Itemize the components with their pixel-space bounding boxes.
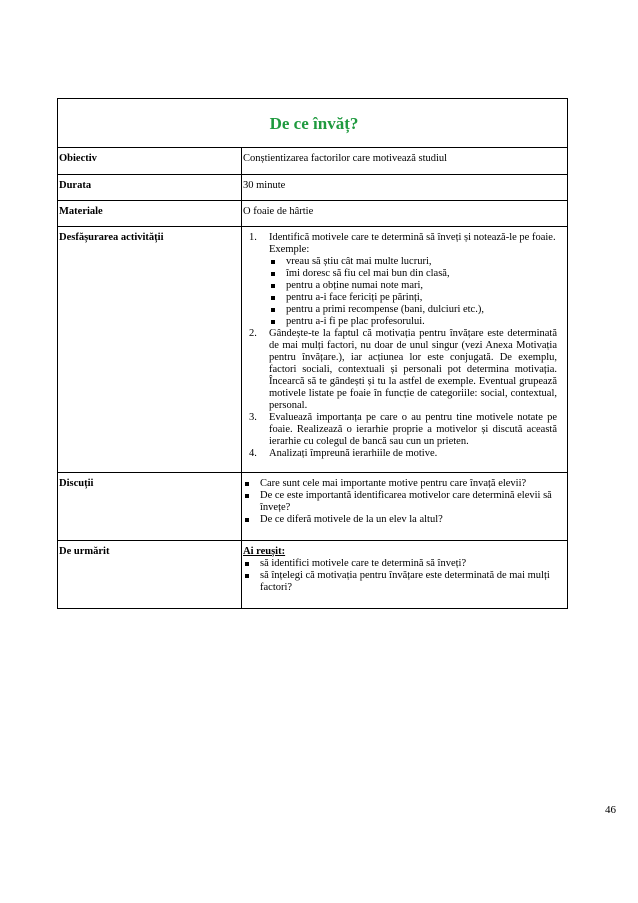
checklist bbox=[243, 558, 567, 594]
label-materiale: Materiale bbox=[58, 201, 242, 226]
step-text: Identifică motivele care te determină să înveți și notează-le pe foaie. bbox=[269, 232, 556, 243]
list-item: vreau să știu cât mai multe lucruri, bbox=[269, 256, 557, 268]
de-urmarit-heading: Ai reușit: bbox=[243, 546, 286, 557]
row-materiale bbox=[58, 201, 567, 227]
value-materiale: O foaie de hârtie bbox=[243, 206, 314, 217]
page-number: 46 bbox=[605, 804, 616, 816]
examples-list bbox=[269, 256, 557, 328]
list-item: pentru a-i face fericiți pe părinți, bbox=[269, 292, 557, 304]
value-obiectiv: Conștientizarea factorilor care motivează studiul bbox=[243, 153, 448, 164]
step-number: 1. bbox=[249, 232, 257, 243]
step-text: Analizați împreună ierarhiile de motive. bbox=[269, 448, 438, 459]
list-item: pentru a primi recompense (bani, dulciuri etc.), bbox=[269, 304, 557, 316]
row-de-urmarit bbox=[58, 541, 567, 608]
value-desfasurare bbox=[242, 227, 567, 472]
row-desfasurare bbox=[58, 227, 567, 473]
steps-list bbox=[243, 232, 567, 460]
step-1 bbox=[243, 232, 557, 328]
step-number: 3. bbox=[249, 412, 257, 423]
step-text: Evaluează importanța pe care o au pentru tine motivele notate pe foaie. Realizează o ierarhie proprie a motivelor și discută această ierarhie cu colegul de bancă sau cun un prieten. bbox=[269, 412, 557, 447]
step-text: Gândește-te la faptul că motivația pentru învățare este determinată de mai mulți factori, nu doar de unul singur (vezi Anexa Motivația pentru învățare.), iar acțiunea lor este conjugată. De exemplu, factori sociali, contextuali și personali pot determina motivația. Încearcă să te gândești și tu la astfel de exemple. Eventual grupează motivele listate pe foaie în funcție de categoriile: social, contextual, personal. bbox=[269, 328, 557, 411]
list-item: îmi doresc să fiu cel mai bun din clasă, bbox=[269, 268, 557, 280]
examples-label: Exemple: bbox=[269, 244, 310, 255]
value-discutii bbox=[242, 473, 567, 540]
row-durata bbox=[58, 175, 567, 201]
page-title: De ce învăț? bbox=[269, 114, 359, 133]
value-durata: 30 minute bbox=[243, 180, 286, 191]
list-item: Care sunt cele mai importante motive pentru care învață elevii? bbox=[243, 478, 567, 490]
list-item: De ce este importantă identificarea motivelor care determină elevii să învețe? bbox=[243, 490, 567, 514]
step-2 bbox=[243, 328, 557, 412]
list-item: să identifici motivele care te determină să înveți? bbox=[243, 558, 567, 570]
step-number: 4. bbox=[249, 448, 257, 459]
step-3 bbox=[243, 412, 557, 448]
list-item: să înțelegi că motivația pentru învățare este determinată de mai mulți factori? bbox=[243, 570, 567, 594]
step-4 bbox=[243, 448, 557, 460]
label-durata: Durata bbox=[58, 175, 242, 200]
list-item: pentru a obține numai note mari, bbox=[269, 280, 557, 292]
label-de-urmarit: De urmărit bbox=[58, 541, 242, 608]
value-de-urmarit bbox=[242, 541, 567, 608]
row-discutii bbox=[58, 473, 567, 541]
list-item: De ce diferă motivele de la un elev la altul? bbox=[243, 514, 567, 526]
label-desfasurare: Desfășurarea activității bbox=[58, 227, 242, 472]
discussion-list bbox=[243, 478, 567, 526]
step-number: 2. bbox=[249, 328, 257, 339]
row-obiectiv bbox=[58, 148, 567, 175]
label-discutii: Discuții bbox=[58, 473, 242, 540]
title-row bbox=[58, 99, 567, 148]
activity-table bbox=[57, 98, 568, 609]
label-obiectiv: Obiectiv bbox=[58, 148, 242, 174]
list-item: pentru a-i fi pe plac profesorului. bbox=[269, 316, 557, 328]
